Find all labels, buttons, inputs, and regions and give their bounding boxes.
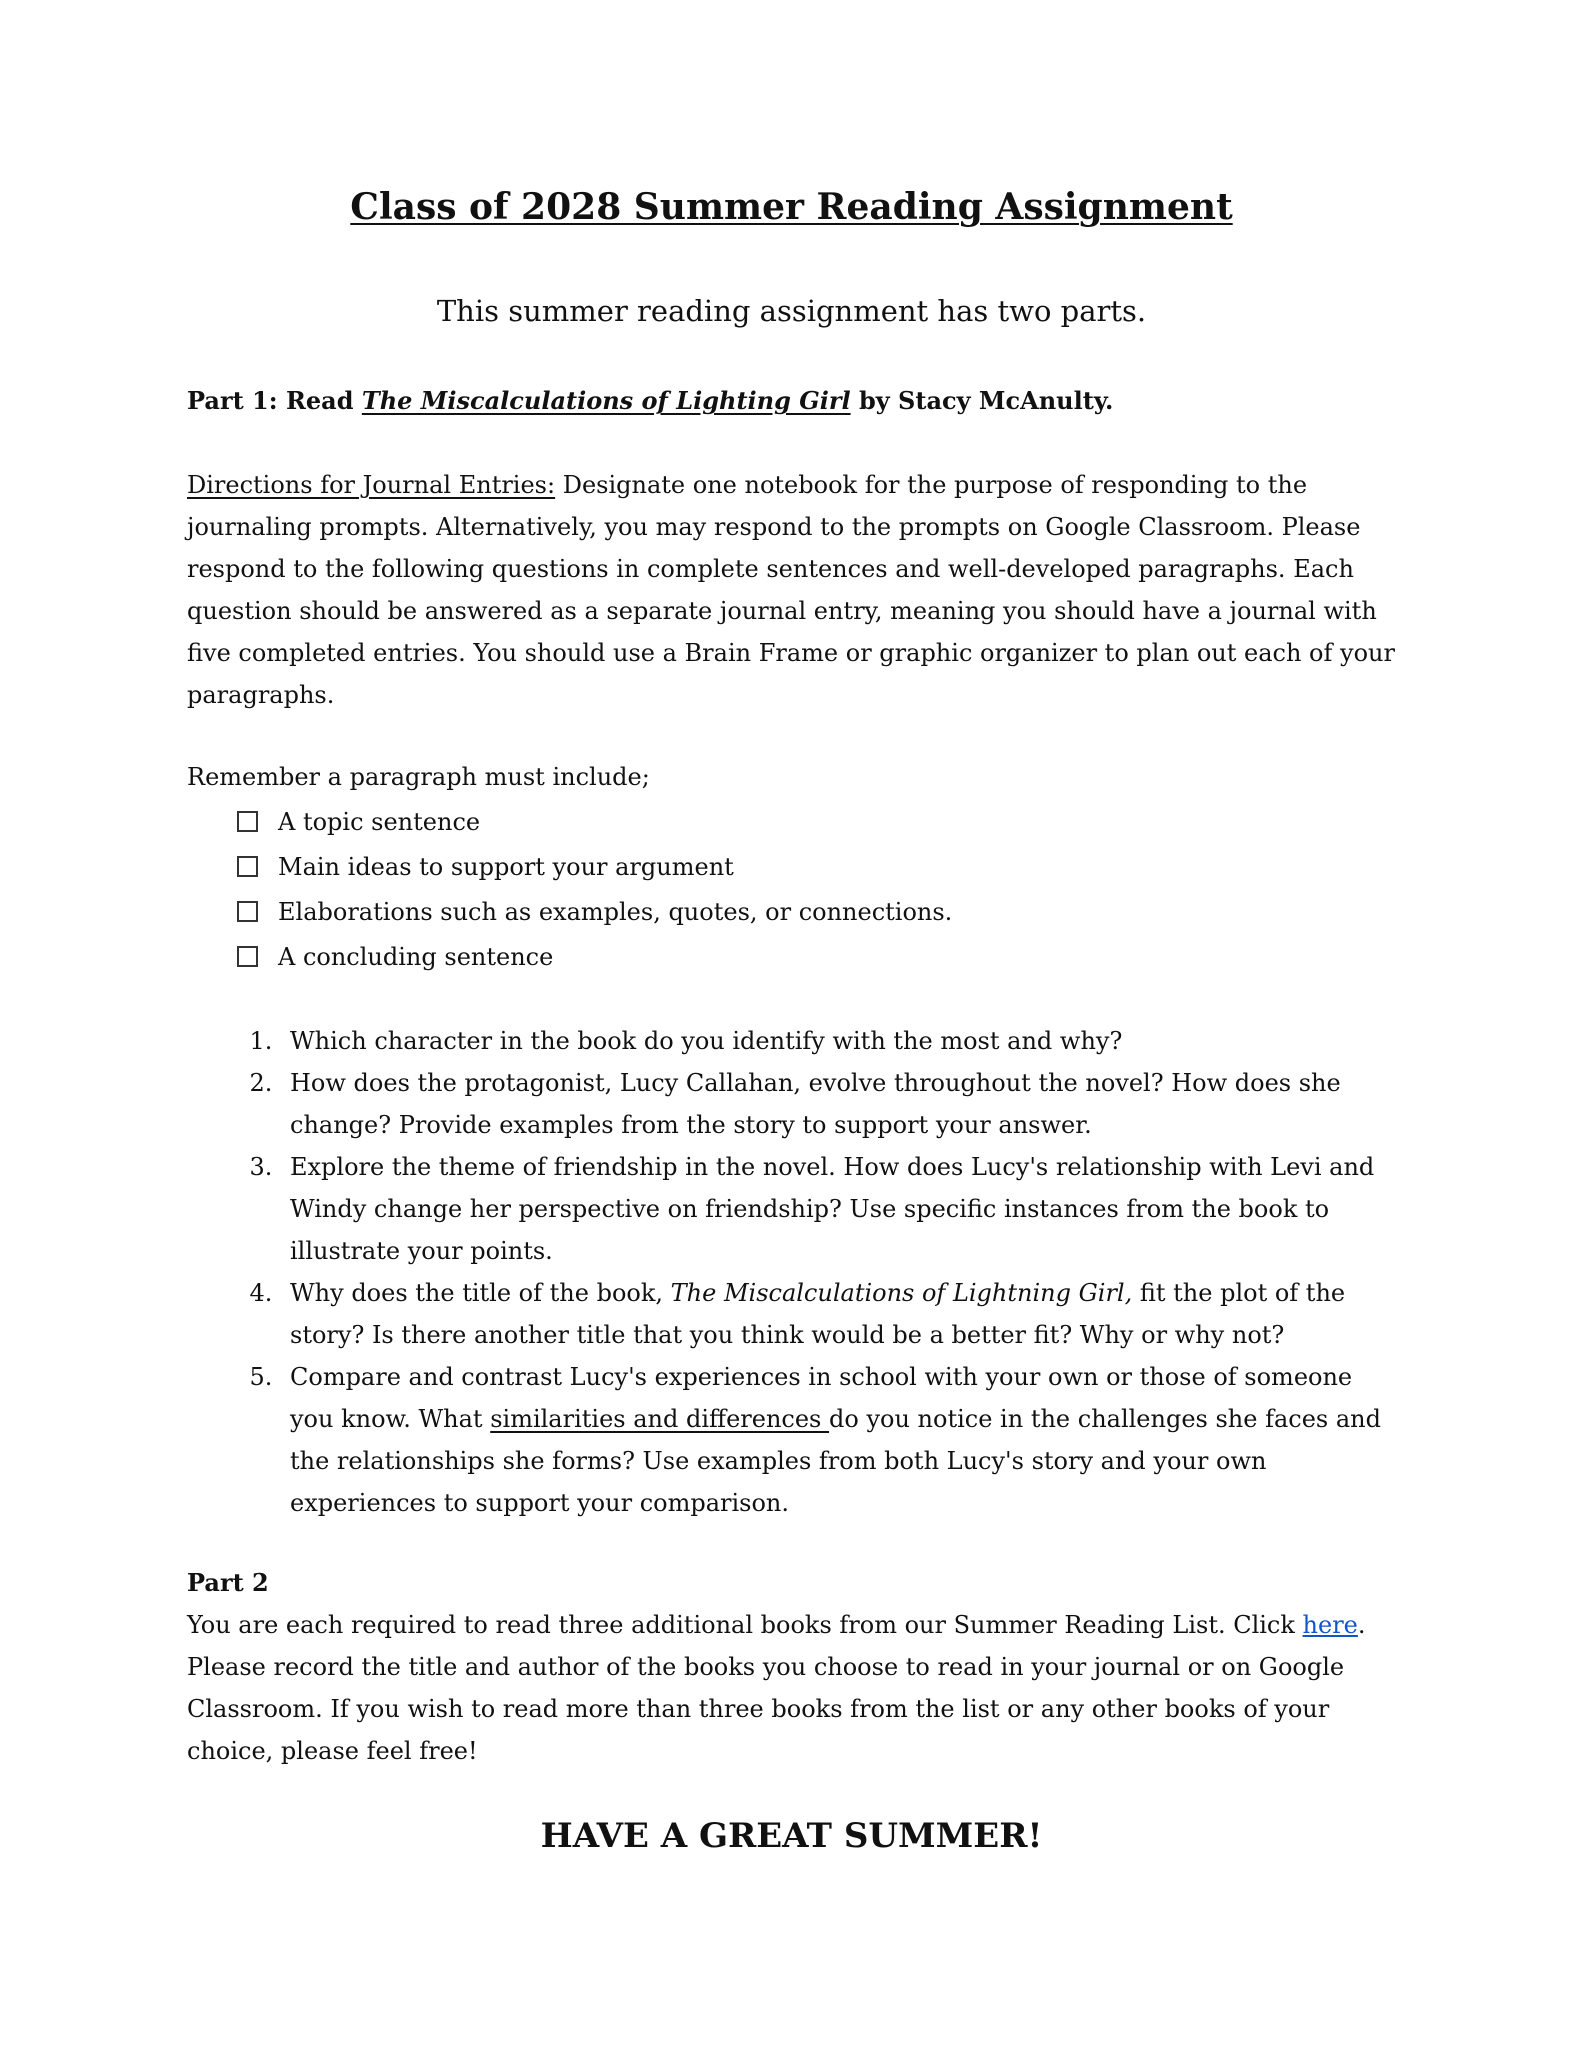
questions-list [187, 1020, 1402, 1524]
subtitle: This summer reading assignment has two parts. [436, 294, 1147, 328]
part2-heading: Part 2 [187, 1568, 269, 1597]
question-5: 5. Compare and contrast Lucy's experiences in school with your own or those of someone you know. What similarities and differences do you notice in the challenges she faces and the relationships she forms? Use examples from both Lucy's story and your own experiences to support your comparison. [280, 1356, 1402, 1524]
question-2: 2. How does the protagonist, Lucy Callahan, evolve throughout the novel? How does she change? Provide examples from the story to support your answer. [280, 1062, 1402, 1146]
checklist [187, 799, 1402, 979]
reading-list-link[interactable]: here [1302, 1611, 1358, 1639]
book-title: The Miscalculations of Lighting Girl [361, 386, 851, 415]
question-4: 4. Why does the title of the book, The Miscalculations of Lightning Girl, fit the plot of the story? Is there another title that you think would be a better fit? Why or why not? [280, 1272, 1402, 1356]
part2-paragraph: You are each required to read three additional books from our Summer Reading List. Click here. Please record the title and author of the books you choose to read in your journal or on Google Classroom. If you wish to read more than three books from the list or any other books of your choice, please feel free! [187, 1611, 1366, 1765]
remember-text: Remember a paragraph must include; [187, 763, 650, 791]
checklist-item[interactable]: A concluding sentence [237, 934, 1402, 979]
question-1: 1. Which character in the book do you identify with the most and why? [280, 1020, 1402, 1062]
checkbox-icon[interactable] [237, 856, 258, 877]
checkbox-icon[interactable] [237, 946, 258, 967]
checkbox-icon[interactable] [237, 901, 258, 922]
checkbox-icon[interactable] [237, 811, 258, 832]
checklist-item[interactable]: Main ideas to support your argument [237, 844, 1402, 889]
closing-message: HAVE A GREAT SUMMER! [540, 1816, 1043, 1856]
part1-heading: Part 1: Read The Miscalculations of Lighting Girl by Stacy McAnulty. [187, 386, 1114, 415]
directions-paragraph: Directions for Journal Entries: Designate one notebook for the purpose of responding to the journaling prompts. Alternatively, you may respond to the prompts on Google Classroom. Please respond to the following questions in complete sentences and well-developed paragraphs. Each question should be answered as a separate journal entry, meaning you should have a journal with five completed entries. You should use a Brain Frame or graphic organizer to plan out each of your paragraphs. [187, 471, 1395, 709]
checklist-item[interactable]: Elaborations such as examples, quotes, or connections. [237, 889, 1402, 934]
checklist-item[interactable]: A topic sentence [237, 799, 1402, 844]
page-title: Class of 2028 Summer Reading Assignment [350, 186, 1233, 228]
question-3: 3. Explore the theme of friendship in the novel. How does Lucy's relationship with Levi and Windy change her perspective on friendship? Use specific instances from the book to illustrate your points. [280, 1146, 1402, 1272]
